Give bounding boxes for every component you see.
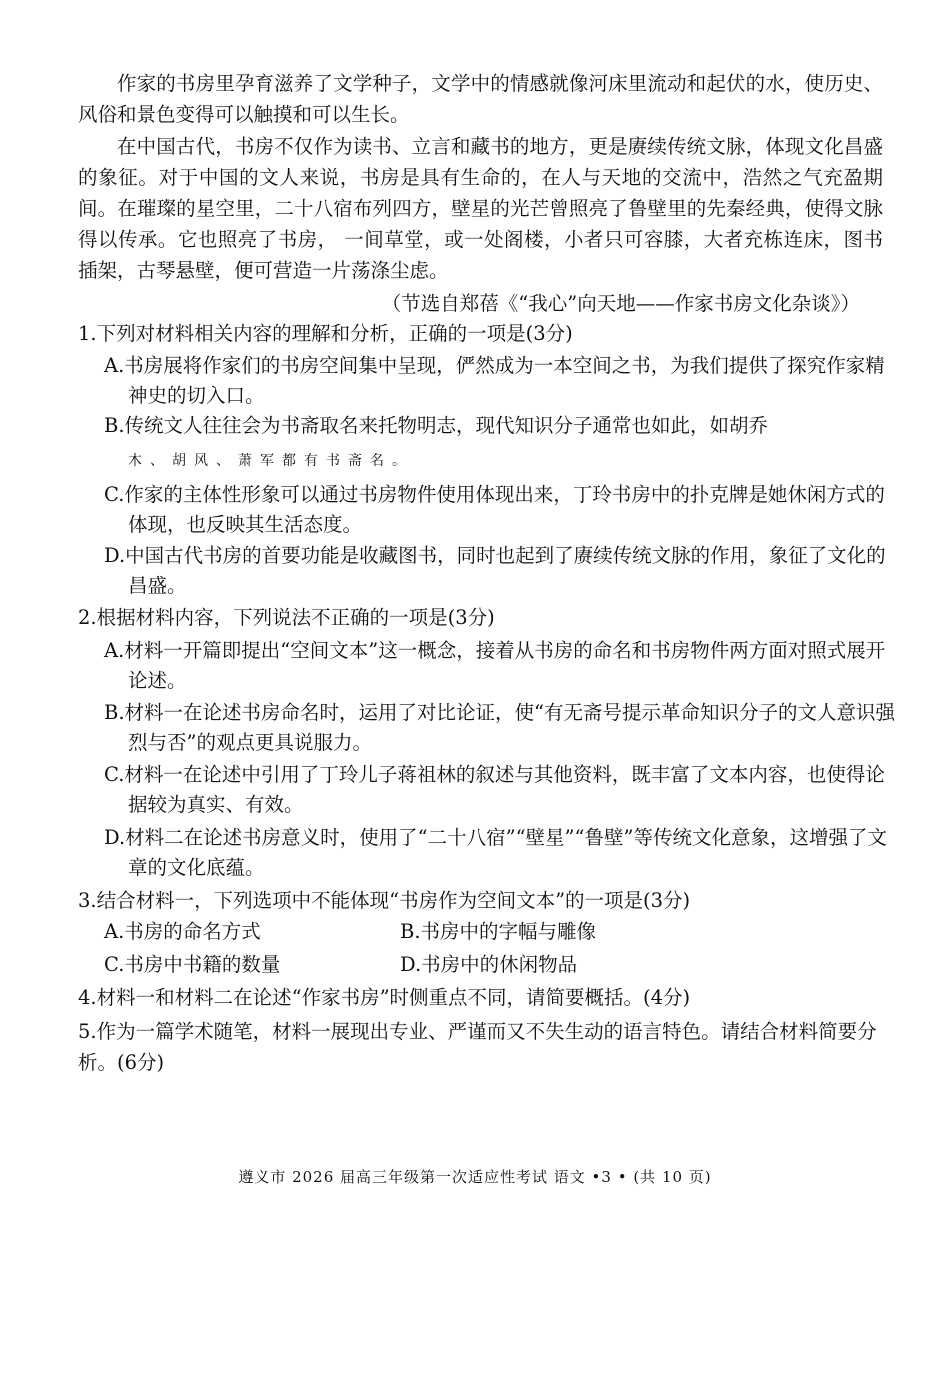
question-1-option-d: D.中国古代书房的首要功能是收藏图书，同时也起到了赓续传统文脉的作用，象征了文化的昌盛。 — [104, 544, 886, 597]
page-footer: 遵义市 2026 届高三年级第一次适应性考试 语文 •3 • (共 10 页) — [238, 1168, 712, 1186]
question-3-stem: 3.结合材料一，下列选项中不能体现“书房作为空间文本”的一项是(3分) — [78, 889, 691, 912]
question-2-option-c: C.材料一在论述中引用了丁玲儿子蒋祖林的叙述与其他资料，既丰富了文本内容，也使得论据较为真实、有效。 — [104, 763, 885, 816]
question-3-option-b: B.书房中的字幅与雕像 — [400, 920, 597, 943]
question-5-stem: 5.作为一篇学术随笔，材料一展现出专业、严谨而又不失生动的语言特色。请结合材料简要分析。(6分) — [78, 1020, 877, 1074]
question-1-option-b-continued: 木、胡风、萧军都有书斋名。 — [128, 453, 414, 469]
question-3-option-c: C.书房中书籍的数量 — [104, 953, 281, 976]
question-1-option-a: A.书房展将作家们的书房空间集中呈现，俨然成为一本空间之书，为我们提供了探究作家精神史的切入口。 — [104, 354, 885, 407]
question-2-option-d: D.材料二在论述书房意义时，使用了“二十八宿”“壁星”“鲁壁”等传统文化意象，这增强了文章的文化底蕴。 — [104, 826, 887, 879]
paragraph-text: 作家的书房里孕育滋养了文学种子，文学中的情感就像河床里流动和起伏的水，使历史、风俗和景色变得可以触摸和可以生长。 — [78, 72, 883, 126]
question-2-stem: 2.根据材料内容，下列说法不正确的一项是(3分) — [78, 606, 495, 629]
question-1-option-b: B.传统文人往往会为书斋取名来托物明志，现代知识分子通常也如此，如胡乔 — [104, 414, 769, 437]
question-3-option-a: A.书房的命名方式 — [104, 920, 261, 943]
question-4-stem: 4.材料一和材料二在论述“作家书房”时侧重点不同，请简要概括。(4分) — [78, 986, 691, 1009]
question-1-option-c: C.作家的主体性形象可以通过书房物件使用体现出来，丁玲书房中的扑克牌是她休闲方式的体现，也反映其生活态度。 — [104, 483, 885, 536]
passage-paragraph-1 — [78, 68, 883, 130]
passage-source: （节选自郑蓓《“我心”向天地——作家书房文化杂谈》） — [381, 292, 860, 315]
paragraph-text: 在中国古代，书房不仅作为读书、立言和藏书的地方，更是赓续传统文脉，体现文化昌盛的象征。对于中国的文人来说，书房是具有生命的，在人与天地的交流中，浩然之气充盈期间。在璀璨的星空里，二十八宿布列四方，壁星的光芒曾照亮了鲁壁里的先秦经典，使得文脉得以传承。它也照亮了书房， 一间草堂，或一处阁楼，小者只可容膝，大者充栋连床，图书插架，古琴悬壁，便可营造一片荡涤尘虑。 — [78, 135, 883, 282]
passage-paragraph-2 — [78, 131, 883, 286]
question-1-stem: 1.下列对材料相关内容的理解和分析，正确的一项是(3分) — [78, 322, 573, 345]
question-2-option-b: B.材料一在论述书房命名时，运用了对比论证，使“有无斋号提示革命知识分子的文人意识强烈与否”的观点更具说服力。 — [104, 701, 895, 754]
question-3-option-d: D.书房中的休闲物品 — [400, 953, 578, 976]
question-2-option-a: A.材料一开篇即提出“空间文本”这一概念，接着从书房的命名和书房物件两方面对照式展开论述。 — [104, 639, 886, 692]
